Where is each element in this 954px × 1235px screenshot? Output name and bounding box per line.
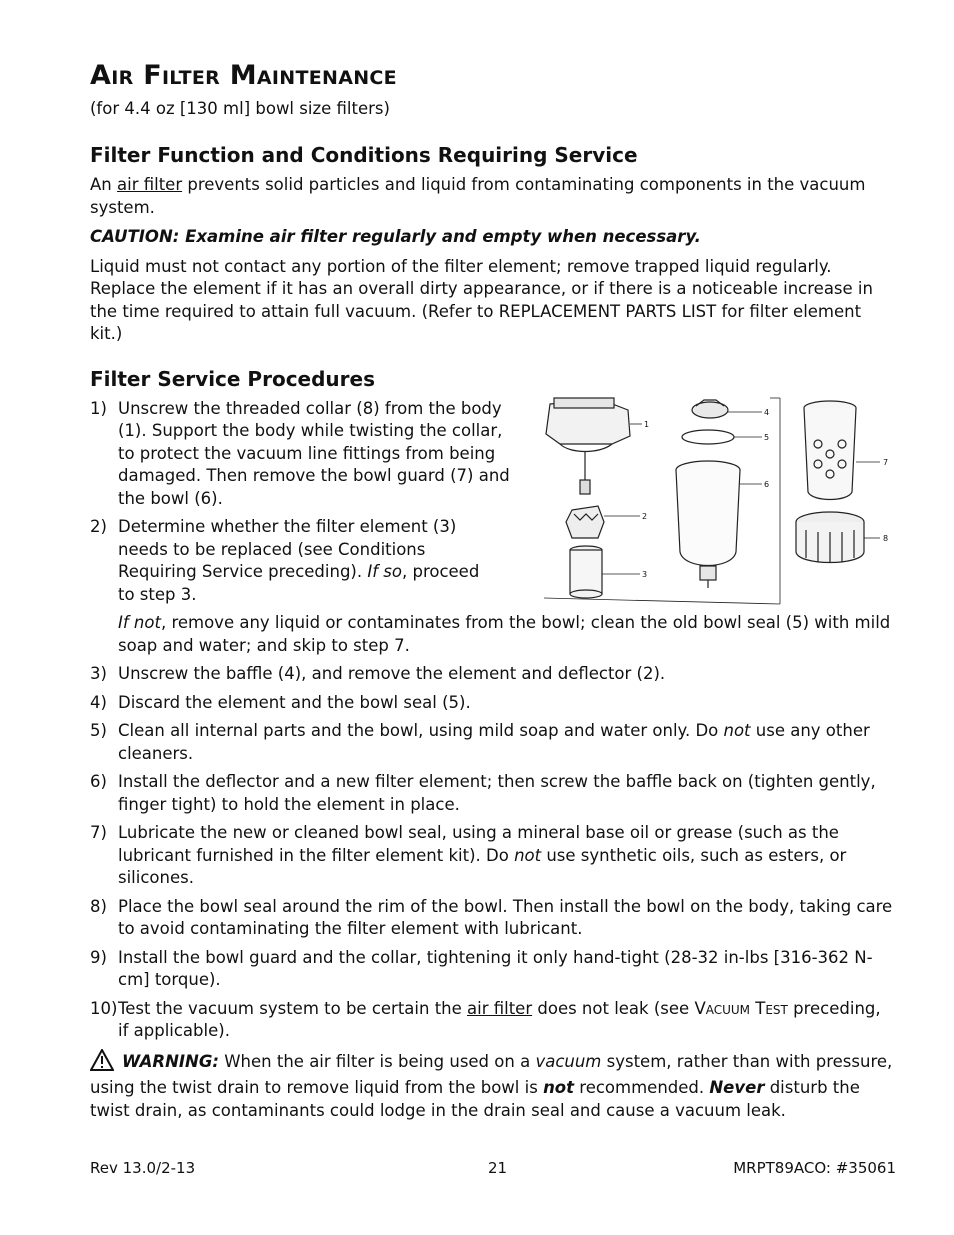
step-text: Place the bowl seal around the rim of the bowl. Then install the bowl on the body, taking care to avoid contaminating the filter element with lubricant. (118, 896, 893, 938)
step-continuation (118, 612, 896, 657)
step-text: Install the bowl guard and the collar, tightening it only hand-tight (28-32 in-lbs [316-362 N-cm] torque). (118, 947, 873, 989)
page-subtitle: (for 4.4 oz [130 ml] bowl size filters) (90, 99, 390, 118)
callout-label: 5 (764, 433, 770, 442)
step-number: 6) (90, 772, 107, 791)
callout-label: 8 (883, 534, 889, 543)
document-id: MRPT89ACO: #35061 (733, 1159, 896, 1177)
revision-label: Rev 13.0/2-13 (90, 1159, 196, 1177)
text: Determine whether the filter element (3) needs to be replaced (see Conditions Requiring Service preceding). (118, 517, 457, 581)
text: not (723, 721, 751, 740)
step-text: Unscrew the baffle (4), and remove the element and deflector (2). (118, 664, 666, 683)
filter-exploded-diagram (540, 392, 900, 610)
list-item (90, 398, 518, 511)
text: vacuum (535, 1051, 602, 1071)
callout-label: 3 (642, 570, 648, 579)
text: use synthetic oils, such as esters, or silicones. (118, 845, 847, 887)
step-number: 5) (90, 721, 107, 740)
list-item (90, 947, 896, 992)
bowl-part (676, 461, 740, 588)
text: When the air filter is being used on a (219, 1051, 536, 1071)
text: Clean all internal parts and the bowl, using mild soap and water only. Do (118, 721, 724, 740)
callout-label: 4 (764, 408, 770, 417)
page-title: Air Filter Maintenance (90, 60, 397, 91)
paragraph-conditions: Liquid must not contact any portion of the filter element; remove trapped liquid regularly. Replace the element if it has an overall dirty appearance, or if there is a noticeable increase in the time required to attain full vacuum. (Refer to REPLACEMENT PARTS LIST for filter element kit.) (90, 256, 873, 343)
text: If so (367, 562, 402, 581)
bowl-guard-part (804, 401, 856, 500)
air-filter-link[interactable]: air filter (467, 998, 533, 1018)
step-number: 3) (90, 664, 107, 683)
text: preceding, if applicable). (118, 998, 881, 1040)
step-text: Discard the element and the bowl seal (5). (118, 692, 471, 712)
step-number: 10) (90, 998, 118, 1018)
callout-label: 7 (883, 458, 889, 467)
text: not (514, 845, 542, 865)
list-item (90, 771, 896, 816)
warning-label: WARNING: (122, 1051, 219, 1071)
text: prevents solid particles and liquid from contaminating components in the vacuum system. (90, 175, 866, 217)
text: Test the vacuum system to be certain the (118, 998, 468, 1018)
deflector-part (566, 506, 604, 538)
callout-label: 6 (764, 480, 770, 489)
text: Never (709, 1078, 765, 1097)
filter-body-part (546, 398, 630, 494)
step-number: 9) (90, 947, 107, 967)
bowl-seal-part (682, 430, 734, 444)
callout-label: 1 (644, 420, 650, 429)
air-filter-link[interactable]: air filter (117, 175, 183, 194)
step-text: Install the deflector and a new filter element; then screw the baffle back on (tighten gently, finger tight) to hold the element in place. (118, 772, 876, 814)
text: An (90, 175, 117, 194)
text: disturb the twist drain, as contaminants could lodge in the drain seal and cause a vacuum leak. (90, 1078, 860, 1120)
list-item (90, 692, 896, 715)
step-number: 1) (90, 398, 107, 418)
list-item (90, 720, 896, 765)
text: recommended. (574, 1078, 710, 1097)
list-item (90, 998, 896, 1043)
step-text: Unscrew the threaded collar (8) from the body (1). Support the body while twisting the collar, to protect the vacuum line fittings from being damaged. Then remove the bowl guard (7) and the bowl (6). (118, 398, 510, 508)
caution-note: CAUTION: Examine air filter regularly and empty when necessary. (90, 227, 701, 246)
step-number: 8) (90, 896, 107, 916)
warning-triangle-icon (90, 1049, 114, 1078)
text: not (543, 1078, 575, 1097)
threaded-collar-part (796, 512, 864, 563)
step-number: 4) (90, 692, 107, 712)
list-item (90, 896, 896, 941)
text: If not (118, 613, 161, 632)
vacuum-test-reference: Vacuum Test (694, 998, 788, 1018)
list-item (90, 663, 896, 686)
callout-label: 2 (642, 512, 648, 521)
text: , remove any liquid or contaminates from the bowl; clean the old bowl seal (5) with mild soap and water; and skip to step 7. (118, 613, 891, 655)
warning-note (90, 1049, 896, 1123)
step-number: 7) (90, 823, 107, 842)
filter-element-part (570, 546, 602, 598)
text: , proceed to step 3. (118, 562, 480, 604)
paragraph-function (90, 174, 896, 219)
page-number: 21 (488, 1159, 508, 1177)
text: Lubricate the new or cleaned bowl seal, using a mineral base oil or grease (such as the lubricant furnished in the filter element kit). Do (118, 823, 839, 865)
text: use any other cleaners. (118, 721, 870, 763)
section-heading-procedures: Filter Service Procedures (90, 366, 375, 391)
list-item (90, 822, 896, 890)
text: does not leak (see (532, 998, 695, 1018)
text: system, rather than with pressure, using the twist drain to remove liquid from the bowl is (90, 1051, 893, 1097)
step-text (118, 516, 490, 606)
step-number: 2) (90, 517, 107, 536)
baffle-part (692, 400, 728, 418)
section-heading-function: Filter Function and Conditions Requiring Service (90, 143, 638, 167)
